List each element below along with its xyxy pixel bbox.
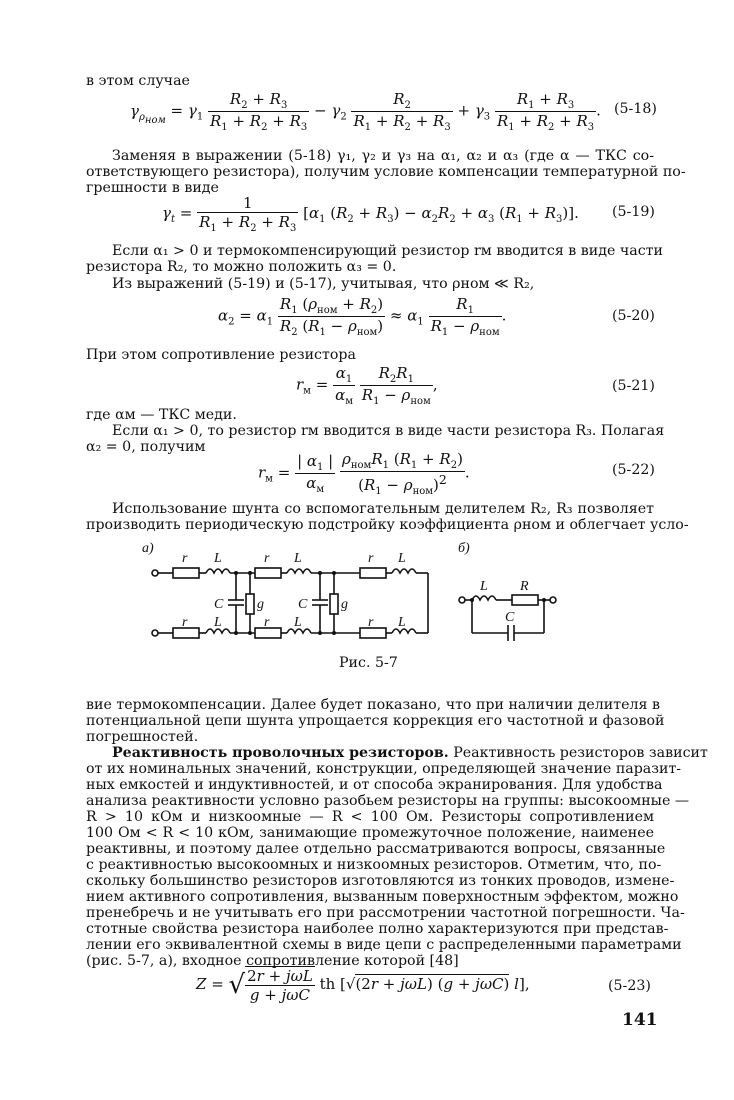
label-L-5: L bbox=[294, 615, 302, 630]
equation-5-23: Z = √ $\frac{\text{2r + jωL}}{\text{g + jωC}}$ th [√(2r + jωL) (g + jωC) l], bbox=[196, 967, 530, 1004]
equation-5-20: $\alpha_2 = \alpha_1$ $\frac{R_1 (\rho_{ном} + R_2)}{R_2 (R_1 - \rho_{ном})}$ ≈ $\alpha_1$ $\frac{R_1}{R_1 - \rho_{ном}}$ . bbox=[218, 295, 507, 338]
paragraph-8-line-1: вие термокомпенсации. Далее будет показано, что при наличии делителя в bbox=[86, 697, 660, 713]
equation-number-5-22: (5-22) bbox=[612, 462, 655, 478]
label-L-3: L bbox=[398, 551, 406, 566]
label-C-1: C bbox=[214, 597, 224, 612]
figure-caption: Рис. 5-7 bbox=[339, 655, 398, 671]
paragraph-4-line-1: При этом сопротивление резистора bbox=[86, 347, 356, 363]
paragraph-9-line-11: пренебречь и не учитывать его при рассмотрении частотной погрешности. Ча- bbox=[86, 905, 685, 921]
label-L-b: L bbox=[480, 579, 488, 594]
paragraph-8-line-3: погрешностей. bbox=[86, 729, 199, 745]
label-r-6: r bbox=[368, 615, 374, 630]
label-L-2: L bbox=[294, 551, 302, 566]
label-g-2: g bbox=[341, 597, 348, 612]
label-r-1: r bbox=[182, 551, 188, 566]
paragraph-9-line-3: ных емкостей и индуктивностей, и от способа экранирования. Для удобства bbox=[86, 777, 663, 793]
paragraph-8-line-2: потенциальной цепи шунта упрощается коррекция его частотной и фазовой bbox=[86, 713, 665, 729]
equation-number-5-23: (5-23) bbox=[608, 978, 651, 994]
paragraph-5-line-1: где αм — ТКС меди. bbox=[86, 407, 237, 423]
figure-label-a: а) bbox=[142, 541, 154, 556]
paragraph-7-line-1: Использование шунта со вспомогательным делителем R₂, R₃ позволяет bbox=[112, 501, 654, 517]
section-heading: Реактивность проволочных резисторов. Реактивность резисторов зависит bbox=[112, 745, 708, 761]
paragraph-9-line-2: от их номинальных значений, конструкции, определяющей значение паразит- bbox=[86, 761, 682, 777]
equation-number-5-20: (5-20) bbox=[612, 308, 655, 324]
label-r-5: r bbox=[264, 615, 270, 630]
page-number: 141 bbox=[622, 1010, 658, 1030]
label-C-b: C bbox=[505, 610, 515, 625]
label-L-1: L bbox=[214, 551, 222, 566]
figure-label-b: б) bbox=[458, 541, 470, 556]
paragraph-1-line-3: грешности в виде bbox=[86, 180, 219, 196]
label-L-6: L bbox=[398, 615, 406, 630]
label-r-3: r bbox=[368, 551, 374, 566]
paragraph-9-line-8: с реактивностью высокоомных и низкоомных резисторов. Отметим, что, по- bbox=[86, 857, 662, 873]
intro-line: в этом случае bbox=[86, 73, 190, 89]
paragraph-6-line-2: α₂ = 0, получим bbox=[86, 439, 206, 455]
label-r-4: r bbox=[182, 615, 188, 630]
paragraph-9-line-6: 100 Ом < R < 10 кОм, занимающие промежуточное положение, наименее bbox=[86, 825, 654, 841]
equation-5-18: $\gamma_{\rho_{ном}} = \gamma_1$ $\frac{R_2 + R_3}{R_1 + R_2 + R_3}$ − $\gamma_2$ $\frac{R_2}{R_1 + R_2 + R_3}$ + $\gamma_3$ $\frac{R_1 + R_3}{R_1 + R_2 + R_3}$ . bbox=[130, 90, 601, 133]
paragraph-2-line-1: Если α₁ > 0 и термокомпенсирующий резистор rм вводится в виде части bbox=[112, 243, 663, 259]
label-R-b: R bbox=[520, 579, 529, 594]
equation-5-19: $\gamma_t$ = $\frac{1}{R_1 + R_2 + R_3}$ [$\alpha_1$ $(R_2 + R_3) - \alpha_2R_2 + \alpha_3$ $(R_1 + R_3)$]. bbox=[162, 194, 579, 234]
equation-number-5-21: (5-21) bbox=[612, 378, 655, 394]
paragraph-9-line-4: анализа реактивности условно разобьем резисторы на группы: высокоомные — bbox=[86, 793, 690, 809]
equation-5-22: $r_м$ = $\frac{| \alpha_1 |}{\alpha_м}$ $\frac{\rho_{ном}R_1 (R_1 + R_2)}{(R_1 - \rho_{ном})^2}$ . bbox=[258, 450, 470, 497]
paragraph-3-line-1: Из выражений (5-19) и (5-17), учитывая, что ρном ≪ R₂, bbox=[112, 276, 535, 292]
paragraph-9-line-10: нием активного сопротивления, вызванным поверхностным эффектом, можно bbox=[86, 889, 679, 905]
paragraph-1-line-2: ответствующего резистора), получим условие компенсации температурной по- bbox=[86, 164, 686, 180]
paragraph-2-line-2: резистора R₂, то можно положить α₃ = 0. bbox=[86, 259, 397, 275]
label-g-1: g bbox=[257, 597, 264, 612]
label-r-2: r bbox=[264, 551, 270, 566]
equation-5-21: $r_м$ = $\frac{\alpha_1}{\alpha_м}$ $\frac{R_2R_1}{R_1 - \rho_{ном}}$ , bbox=[296, 364, 438, 407]
label-C-2: C bbox=[298, 597, 308, 612]
equation-number-5-18: (5-18) bbox=[614, 101, 657, 117]
paragraph-9-line-7: реактивны, и поэтому далее отдельно рассматриваются вопросы, связанные bbox=[86, 841, 666, 857]
label-L-4: L bbox=[214, 615, 222, 630]
paragraph-1-line-1: Заменяя в выражении (5-18) γ₁, γ₂ и γ₃ на α₁, α₂ и α₃ (где α — ТКС со- bbox=[112, 148, 654, 164]
paragraph-7-line-2: производить периодическую подстройку коэффициента ρном и облегчает усло- bbox=[86, 517, 689, 533]
paragraph-9-line-12: стотные свойства резистора наиболее полно характеризуются при представ- bbox=[86, 921, 669, 937]
paragraph-9-line-9: скольку большинство резисторов изготовляются из тонких проводов, измене- bbox=[86, 873, 675, 889]
paragraph-6-line-1: Если α₁ > 0, то резистор rм вводится в виде части резистора R₃. Полагая bbox=[112, 423, 665, 439]
paragraph-9-line-14: (рис. 5-7, а), входное сопротивление которой [48] bbox=[86, 953, 459, 969]
paragraph-9-line-13: лении его эквивалентной схемы в виде цепи с распределенными параметрами bbox=[86, 937, 682, 953]
equation-number-5-19: (5-19) bbox=[612, 204, 655, 220]
paragraph-9-line-5: R > 10 кОм и низкоомные — R < 100 Ом. Резисторы сопротивлением bbox=[86, 809, 654, 825]
